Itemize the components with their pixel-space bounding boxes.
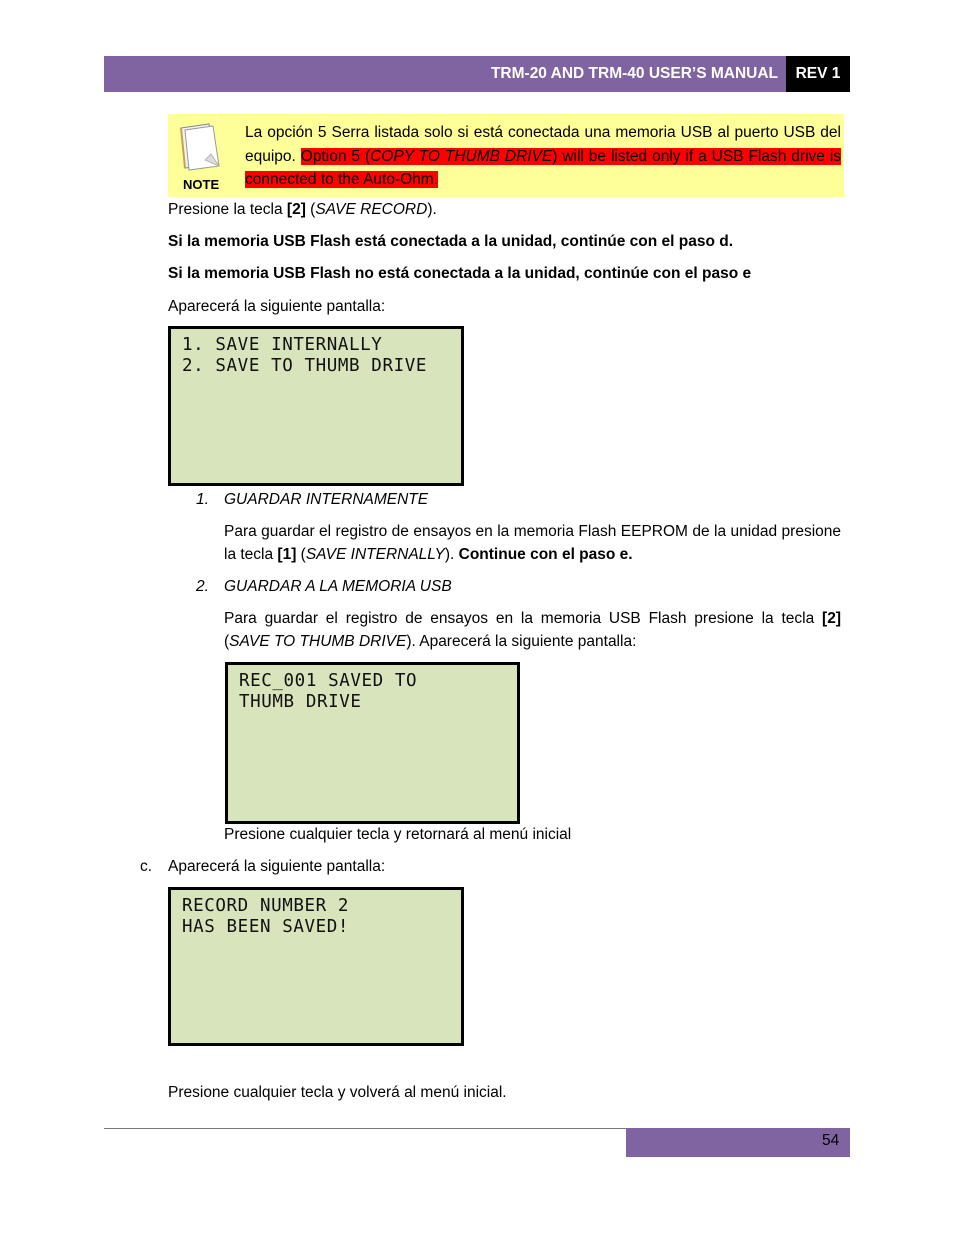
press-prefix: Presione la tecla [168,201,287,218]
paren-close: ). [427,201,437,218]
footer-bar [626,1128,850,1157]
lcd-line: HAS BEEN SAVED! [182,917,350,937]
lcd-line: RECORD NUMBER 2 [182,896,350,916]
option-1-text-part: Para guardar el registro de ensayos en la memoria Flash EEPROM de la unidad presione la tecla [224,523,841,563]
lcd-line: THUMB DRIVE [239,692,362,712]
note-en-part1: Option 5 ( [300,147,371,165]
page-number: 54 [822,1132,840,1149]
paren-open: ( [296,546,306,563]
option-1-title: GUARDAR INTERNAMENTE [224,491,429,508]
lcd-line: 2. SAVE TO THUMB DRIVE [182,356,427,376]
continue-step-e: Continue con el paso e. [458,546,633,563]
usb-connected-text: Si la memoria USB Flash está conectada a la unidad, continúe con el paso d. [168,233,734,250]
key-2: [2] [286,201,306,218]
step-c-marker: c. [140,858,153,875]
paren-open: ( [305,201,316,218]
option-2-text-part: Para guardar el registro de ensayos en la memoria USB Flash presione la tecla [224,610,823,627]
step-c-text: Aparecerá la siguiente pantalla: [168,858,386,875]
option-2-title: GUARDAR A LA MEMORIA USB [224,578,452,595]
note-paper-icon [175,120,227,172]
screen-intro-text: Aparecerá la siguiente pantalla: [168,298,386,315]
option-2-after-text: Presione cualquier tecla y retornará al menú inicial [224,826,572,843]
note-en-part2: ) will be listed only if a USB Flash drive is connected to the Auto-Ohm. [245,147,842,188]
note-text [245,121,841,192]
option-1-text [224,520,841,566]
paren-open: ( [224,633,230,650]
key-2: [2] [822,610,841,627]
manual-title: TRM-20 AND TRM-40 USER’S MANUAL [490,65,778,82]
option-2-number: 2. [196,578,209,595]
note-label: NOTE [183,177,220,192]
usb-not-connected-text: Si la memoria USB Flash no está conectada a la unidad, continúe con el paso e [168,265,752,282]
save-to-thumb-drive-label: SAVE TO THUMB DRIVE [229,633,407,650]
note-text-english [245,148,841,189]
lcd-screen-save-menu [168,326,464,486]
lcd-line: 1. SAVE INTERNALLY [182,335,383,355]
lcd-line: REC_001 SAVED TO [239,671,418,691]
paren-close: ). [444,546,459,563]
final-text: Presione cualquier tecla y volverá al menú inicial. [168,1084,507,1101]
paren-close: ). Aparecerá la siguiente pantalla: [406,633,637,650]
press-save-record [168,198,437,221]
lcd-screen-record-saved [168,887,464,1046]
note-en-italic: COPY TO THUMB DRIVE [370,147,553,165]
note-text-spanish: La opción 5 Serra listada solo si está conectada una memoria USB al puerto USB del equipo. [245,124,841,165]
save-record-label: SAVE RECORD [315,201,428,218]
option-1-number: 1. [196,491,209,508]
revision-badge: REV 1 [786,56,850,92]
option-2-text [224,607,841,653]
lcd-screen-saved-to-usb [225,662,520,824]
key-1: [1] [277,546,297,563]
save-internally-label: SAVE INTERNALLY [305,546,445,563]
